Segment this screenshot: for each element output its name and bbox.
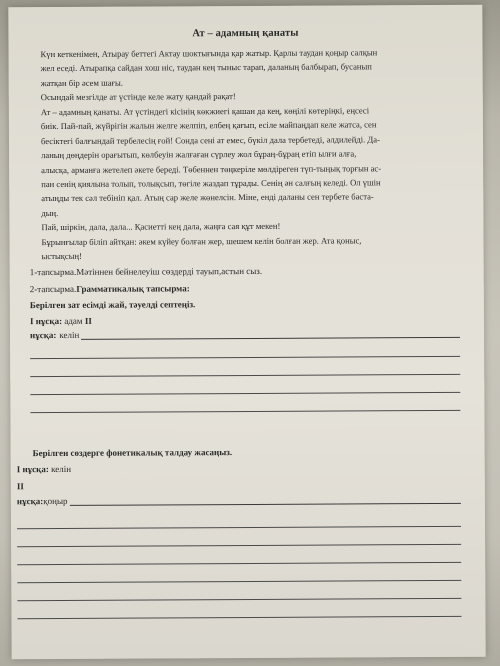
variant-value: адам <box>64 315 83 326</box>
text-line: ланың дөңдерін орағытып, көлбеуін жалғаған сүрлеу жол бұраң-бұраң етіп ылғи алға, <box>41 148 357 161</box>
answer-line[interactable] <box>17 598 461 601</box>
variant-label: І нұсқа: <box>29 315 63 327</box>
variant-label: нұсқа: <box>16 496 44 507</box>
text-line: бесіктегі балғындай тербелесің ғой! Сонда сені ат емес, бүкіл дала тербетеді, әлдилейді. Да- <box>40 134 380 146</box>
variant-value: келін <box>59 329 80 340</box>
section2-variant2-numeral: ІІ <box>16 481 24 492</box>
paragraph-5 <box>29 233 459 264</box>
section2-variant1 <box>17 464 71 474</box>
paragraph-3 <box>29 103 460 220</box>
text-line: Күн кеткенімен, Атырау беттегі Актау шоктығында қар жатыр. Қарлы таудан қоңыр салқын <box>40 47 378 60</box>
text-line: жатқан бір әсем шағы. <box>40 77 123 88</box>
variant-label: І нұсқа: <box>16 464 49 475</box>
answer-line[interactable] <box>17 544 461 547</box>
answer-line[interactable] <box>17 562 461 565</box>
text-line: Ат – адамның қанаты. Ат үстіндегі кісінің көкжиегі қашан да кең, көңілі көтеріңкі, еңсесі <box>40 105 370 118</box>
text-line: пан сенің қиялына толып, толықсып, төгіле жаздап тұрады. Сенің ән салғың келеді. Ол үшін <box>41 177 381 190</box>
text-line: дың. <box>41 207 59 218</box>
answer-line[interactable] <box>81 328 460 340</box>
paragraph-2 <box>29 88 459 105</box>
text-line: атыңды тек сәл тебініп қал. Атың сар желе жөнелсін. Міне, енді даланы сен тербете баста- <box>41 191 374 204</box>
variant-value: келін <box>51 463 72 475</box>
task-2-instruction: Берілген зат есімді жай, тәуелді септеңіз. <box>29 299 196 311</box>
text-line: ыстықсың! <box>41 251 82 262</box>
text-line: алысқа, арманға жетелеп әкете береді. Төбеннен төңкеріле мөлдіреген түп-тыңық торғын ас- <box>41 162 382 175</box>
text-line: жел еседі. Атырапқа сайдан хош иіс, таудан кең тыныс тарап, даланың балбырап, бусанып <box>40 61 372 74</box>
text-line: Бұрынғылар біліп айтқан: әкем күйеу болған жер, шешем келін болған жер. Ата қоныс, <box>41 235 362 248</box>
answer-line[interactable] <box>17 526 461 529</box>
task-2-prefix: 2-тапсырма. <box>29 283 77 295</box>
task-2-title: Грамматикалық тапсырма: <box>76 283 190 294</box>
variant-label: нұсқа: <box>29 329 57 341</box>
variant-value: қоңыр <box>43 495 68 507</box>
paragraph-4 <box>29 218 459 235</box>
page-title: Ат – адамның қанаты <box>192 27 299 40</box>
answer-line[interactable] <box>69 494 460 506</box>
answer-line[interactable] <box>17 580 461 583</box>
task-1: 1-тапсырма.Мәтіннен бейнелеуіш сөздерді тауып,астын сыз. <box>29 265 263 278</box>
answer-line[interactable] <box>30 392 460 395</box>
answer-line[interactable] <box>30 410 460 413</box>
text-line: биік. Пай-пай, жүйрігін жалын желге желпіп, елбең қағып, есіле майпаңдап келе жатса, сен <box>40 119 377 132</box>
answer-line[interactable] <box>30 356 460 359</box>
section2-instruction: Берілген сөздерге фонетикалық талдау жасаңыз. <box>32 447 233 459</box>
section1-variant1 <box>30 316 92 326</box>
text-line: Пай, шіркін, дала, дала... Қасиетті кең дала, жаңға сая құт мекен! <box>41 220 281 233</box>
section2-variant2-field[interactable] <box>17 494 461 506</box>
paragraph-1 <box>29 45 459 90</box>
variant-numeral: ІІ <box>84 315 92 326</box>
task-2-heading <box>30 283 190 294</box>
section1-variant2-field[interactable] <box>30 328 460 340</box>
answer-line[interactable] <box>17 616 461 619</box>
text-line: Осындай мезгілде ат үстінде келе жату қандай рақат! <box>40 91 236 103</box>
answer-line[interactable] <box>30 374 460 377</box>
worksheet-page <box>8 5 485 659</box>
